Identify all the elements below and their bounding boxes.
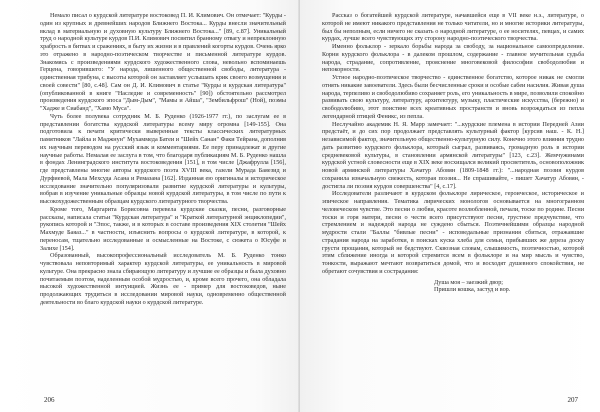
poem-line: Пришли кошка, застуд и вор.	[434, 286, 511, 294]
left-page-number: 206	[44, 396, 55, 404]
right-paragraph: Именно фольклор - зеркало борьбы народа за свободу, за национальное самоопределение. Корни курдского фольклора - в далеком прошлом, содержание - главное мучительная судьба народа, страдание, сопротивление, прояснение многовековой философии свободолюбия и непокорности.	[322, 43, 584, 74]
right-paragraph: Исследователи различают в курдском фольклоре лирическое, героическое, историческое и эпическое направления. Тематика лирических монологов основывается на многогранном человеческом чувстве. Это песни о любви, красоте возлюбленной, печали, тоске по родине. Песни тоски и горя матери, песни о чести всего присутствуют песни, грустное предчувствие, что стремлением и надеждой народа не суждено сбыться. Поэтичнейшими образцы народной мудрости стали "Баллы "бивлые песни" - исповедальные признания сбиться, отражавшие страдания народа на заработки, в поисках куска хлеба для семьи, прибывших же дереза доску грусти прощания, который не бедствуют. Сквозная словам, слышимость, поэтичностью, которой этим сближение иногда и которой стремится всем в фольклоре и на мир мысль и чувство, тонкости, выражают мечтают возвратиться домой, что и восходят душевного спокойствия, не обретают сочувствия и сострадания:	[322, 190, 584, 275]
left-paragraph: Чуть более полувека сотрудник М. Б. Руденко (1926-1977 гг.), по заслугам ее в представлении богатства курдской литературы всему миру огромна [149-155]. Она подготовила к печати критически выверенные тексты классических литературных памятников "Лайла и Маджнун" Мухаммеда Батеи и "Шейх Санан" Факи Тейрана, дополнив их научным переводом на русский язык и комментариями. Ее перу принадлежат и другие научные работы. Немалая ее заслуга в том, что благодаря публикациям М. Б. Руденко нашла в фондах Ленинградского института востоковедения [151], в том числе [Джафрулла [156], где представлены многие авторы курдского поэта XVIII века, газели Мурада Баяезид и Дурфиевой, Мала Мехсуда Асана и Ремазана [162]. Изданная ею оригиналы и историческое исследование значительно популяризовали развитие курдской литературы и культуры, вобрав в изучение уникальные образцы новой курдской литературы, в том числе по пути к высокохудожественным образцам курдского литературного творчества.	[40, 112, 286, 205]
right-paragraph: Неслучайно академик Н. Я. Марр замечает: "...курдские племена в истории Передней Азии предстаёт, и до сих пор продолжает представлять культурный фактор [курсив наш. - К. Н.] независимой фактор, значительную общественно-культурную силу. Конечно этого влияния трудно дать развитию курдского фольклора, который сыграл, развиваясь, громадную роль в истории средневековой культуры, в становлении армянской литературы" [123, с.23]. Жемчужинами курдской устной словесности еще в XIX веке восхищался великий просветитель, основоположник новой армянской литературы Хачатур Абовян (1809-1848 гг.): "...народная поэзия курдов сохранила изначальную свежесть, которая поэзия... Не спрашивайте, - пишет Хачатур Абовян, - достигла ли поэзия курдов совершенства" [4, с.17].	[322, 120, 584, 190]
right-paragraph: Рассказ о богатейшей курдской литературе, начавшейся еще в VII веке н.э., литературе, о которой не имеют никакого представления не только читатели, но и многие историки литературы, был бы неполным, если ничего не сказать о народной литературе, о ее носителях, певцах, и самих курдах, лучше всего чувствующих эту сторону народно-поэтического творчества.	[322, 12, 584, 43]
right-page	[300, 0, 600, 412]
poem-line: Душа моя – заезжий двор;	[434, 278, 504, 286]
right-page-number: 207	[567, 396, 578, 404]
left-paragraph: Немало писал о курдской литературе востоковед П. И. Климович. Он отмечает: "Курды - один из крупных и древнейших народов Ближнего Востока... Курды внесли значительный вклад в материальную и духовную культуру Ближнего Востока..." [89, с.87]. Уникальный труд о народной культуре курдов П.И. Климович посвятил бранному отвагу и непреклонную храбрость в битвах и сражениях, в быту их жизни и в правлений когорты курдов. Очень ярко это отражено в народно-поэтическом творчестве и письменной литературе курдов. Знакомясь с произведениями курдского художественного слова, невольно вспоминаешь Герцена, говорившего: "У народа, лишенного общественной свободы, литература - единственная трибуна, с высоты которой он заставляет услышать крик своего возмущения и своей совести" [80, с.48]. Сам он Д. И. Климович в статье "Курды и курдская литература" (опубликованной в книге "Наследие и современность" [90]) обстоятельно рассмотрел произведения курдского эпоса "Дым-Дым", "Мамы и Айша", "Зембильфрош" (Ной), поэмы "Хадже и Сиабанд", "Хамо Муса".	[40, 12, 286, 112]
right-paragraph: Устное народно-поэтическое творчество - единственное богатство, которое никак не смогли отнять никакие завоеватели. Здесь были бесчисленные сроки и особые сабеи насилия. Живая душа народа, терпеливо и свободолюбиво сохраняет роль, его уникальность в мире, позволили спокойно развивать свою культуру, литературу, архитектуру, музыку, пластические искусства, (бережно) и свободолюбиво, этот поистине всех креативных пространств и вновь возрождаться из пепла легендарной птицей Феникс, из пепла.	[322, 74, 584, 120]
left-paragraph: Кроме того, Маргарита Борисовна перевела курдские сказки, песни, разговорные рассказы, написала статьи "Курдская литература" и "Краткой литературной энциклопедии", рукопись которой и "Эпос, также, и в которых в составе произведения XIX столетия "Шейх Махмуде Баяаз..." в частности, изъяснить вопросы о курдской литературе, в которой, к переносам, тщательно исследованные и осмысленные на Востоке, с сюжета о Юсуфе и Залихе [154].	[40, 205, 286, 252]
poem-quote	[434, 279, 584, 295]
left-paragraph: Образованный, высокопрофессиональный исследователь М. Б. Руденко тонко чувствовала неповторимый характер курдской литературы, ее уникальность в мировой культуре. Она прекрасно знала сбирающую литературу и лучшие ее образцы и была духовно почитаемым поэтом, наделенным особой мудростью, и, кроме всего прочего, она обладала высокой художественной интуицией. Жизнь ее - пример для востоковедов, ныне продолжающих трудиться в исследовании мировой науки, одновременно общественной деятельности во благо курдской науки о курдской литературе.	[40, 252, 286, 306]
